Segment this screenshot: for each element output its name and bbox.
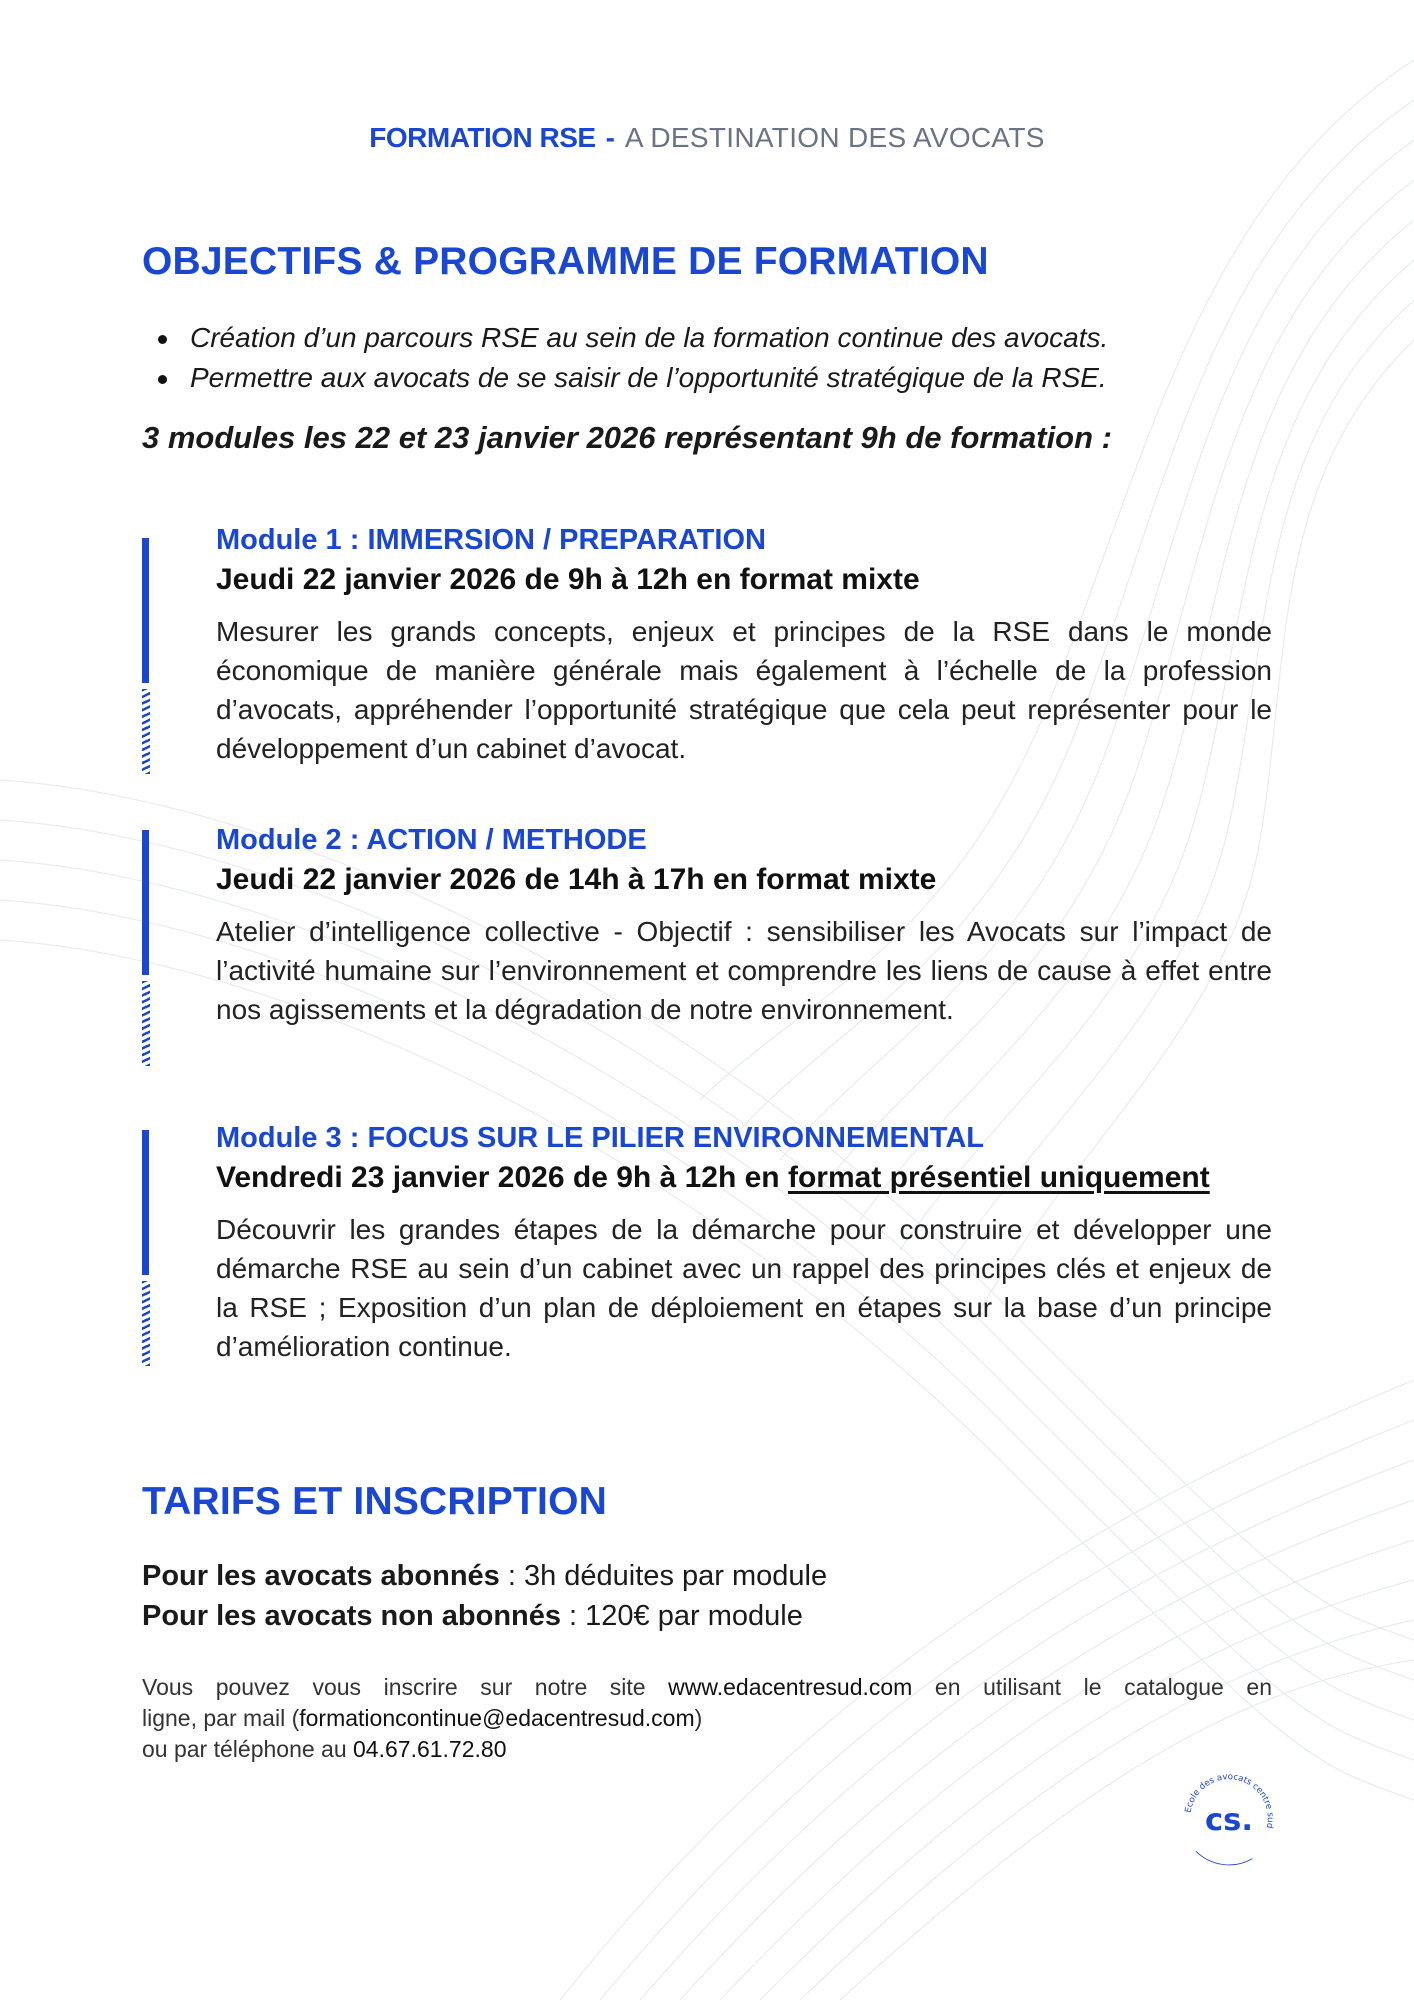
module-date: [216, 1158, 1272, 1198]
pricing-block: [142, 1556, 827, 1636]
module-accent-bar: [142, 1130, 149, 1366]
section-title-objectifs: OBJECTIFS & PROGRAMME DE FORMATION: [142, 240, 989, 283]
accent-bar-solid: [142, 538, 149, 683]
module-title: Module 2 : ACTION / METHODE: [216, 824, 647, 856]
header-subtitle: A DESTINATION DES AVOCATS: [624, 122, 1045, 153]
logo-monogram: cs.: [1205, 1803, 1253, 1839]
accent-bar-solid: [142, 1130, 149, 1275]
module-date-text: Vendredi 23 janvier 2026 de 9h à 12h en: [216, 1161, 780, 1194]
header-separator: -: [605, 122, 615, 153]
registration-contact: [142, 1672, 1272, 1765]
ecole-logo-icon: [1178, 1767, 1280, 1869]
contact-line: [142, 1703, 1272, 1734]
phone-number[interactable]: 04.67.61.72.80: [353, 1736, 507, 1762]
module-description: Mesurer les grands concepts, enjeux et principes de la RSE dans le monde économique de manière générale mais également à l’échelle de la profession d’avocats, appréhender l’opportunité stratégique que cela peut représenter pour le développement d’un cabinet d’avocat.: [216, 616, 1272, 764]
page-header: [0, 122, 1414, 154]
contact-text: en utilisant le catalogue en: [912, 1674, 1272, 1700]
contact-text: ligne, par mail (: [142, 1705, 300, 1731]
module-title: Module 3 : FOCUS SUR LE PILIER ENVIRONNEMENTAL: [216, 1122, 984, 1154]
contact-text: ): [694, 1705, 703, 1731]
module-date: Jeudi 22 janvier 2026 de 14h à 17h en format mixte: [216, 863, 937, 896]
module-accent-bar: [142, 830, 149, 1066]
accent-bar-solid: [142, 830, 149, 975]
module-accent-bar: [142, 538, 149, 774]
contact-line: [142, 1672, 1272, 1703]
module-2: [216, 820, 1272, 1029]
objectives-list: [158, 318, 1108, 398]
accent-bar-striped: [142, 689, 150, 774]
list-item: Création d’un parcours RSE au sein de la formation continue des avocats.: [158, 318, 1108, 358]
accent-bar-striped: [142, 1281, 150, 1366]
module-date: Jeudi 22 janvier 2026 de 9h à 12h en format mixte: [216, 563, 920, 596]
header-brand: FORMATION RSE: [369, 122, 596, 153]
module-description: Découvrir les grandes étapes de la démarche pour construire et développer une démarche RSE au sein d’un cabinet avec un rappel des principes clés et enjeux de la RSE ; Exposition d’un plan de déploiement en étapes sur la base d’un principe d’amélioration continue.: [216, 1214, 1272, 1362]
logo-ring-text: Ecole des avocats centre sud: [1183, 1772, 1275, 1830]
module-date-emphasis: format présentiel uniquement: [787, 1161, 1210, 1194]
pricing-value: : 120€ par module: [561, 1600, 803, 1632]
contact-text: Vous pouvez vous inscrire sur notre site: [142, 1674, 669, 1700]
pricing-value: : 3h déduites par module: [499, 1560, 828, 1592]
website-link[interactable]: www.edacentresud.com: [668, 1674, 913, 1700]
contact-text: ou par téléphone au: [142, 1736, 354, 1762]
section-title-tarifs: TARIFS ET INSCRIPTION: [142, 1480, 607, 1523]
pricing-label: Pour les avocats abonnés: [142, 1560, 500, 1592]
modules-intro: 3 modules les 22 et 23 janvier 2026 représentant 9h de formation :: [142, 420, 1112, 455]
pricing-line-non-abonnes: [142, 1596, 827, 1636]
list-item: Permettre aux avocats de se saisir de l’opportunité stratégique de la RSE.: [158, 358, 1108, 398]
accent-bar-striped: [142, 981, 150, 1066]
module-1: [216, 520, 1272, 768]
module-title: Module 1 : IMMERSION / PREPARATION: [216, 524, 766, 556]
email-link[interactable]: formationcontinue@edacentresud.com: [299, 1705, 695, 1731]
contact-line: [142, 1734, 1272, 1765]
pricing-label: Pour les avocats non abonnés: [142, 1600, 561, 1632]
module-3: [216, 1118, 1272, 1366]
pricing-line-abonnes: [142, 1556, 827, 1596]
module-description: Atelier d’intelligence collective - Objectif : sensibiliser les Avocats sur l’impact de l’activité humaine sur l’environnement et comprendre les liens de cause à effet entre nos agissements et la dégradation de notre environnement.: [216, 916, 1272, 1025]
